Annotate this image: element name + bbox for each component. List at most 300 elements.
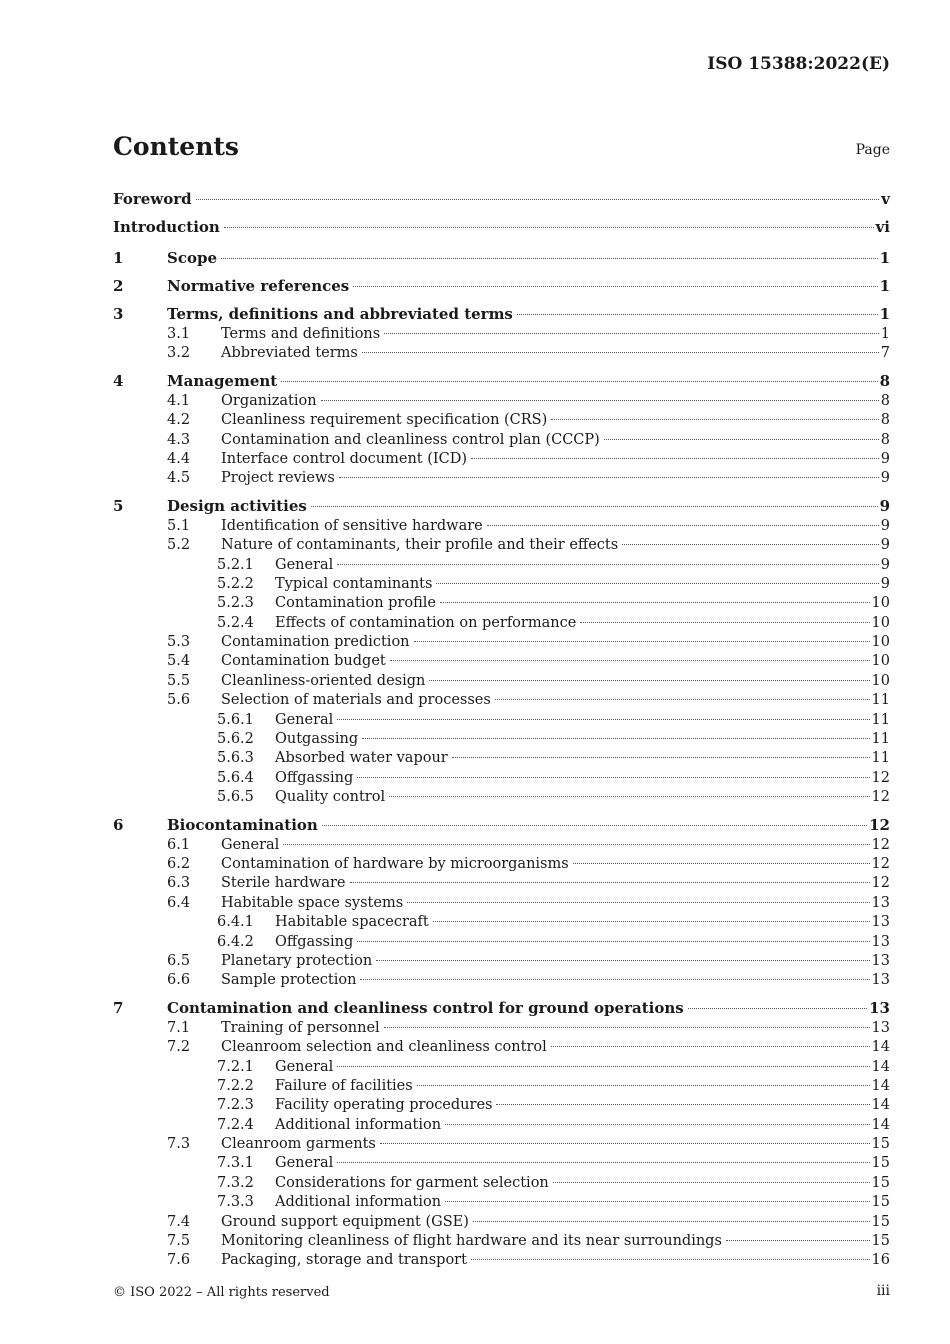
toc-entry-title: Organization xyxy=(221,392,317,409)
dot-leader xyxy=(551,1046,870,1047)
toc-entry-line xyxy=(221,952,890,971)
toc-entry-page: 13 xyxy=(869,998,890,1017)
toc-entry[interactable] xyxy=(113,874,890,893)
toc-entry-page: 8 xyxy=(879,371,890,390)
toc-entry-line xyxy=(275,1058,890,1077)
toc-entry-line xyxy=(221,652,890,671)
toc-entry[interactable] xyxy=(113,652,890,671)
toc-entry-line xyxy=(167,815,890,836)
toc-entry-page: 15 xyxy=(871,1213,890,1230)
toc-entry-page: 10 xyxy=(871,614,890,631)
toc-entry[interactable] xyxy=(113,672,890,691)
toc-entry-page: 15 xyxy=(871,1194,890,1211)
toc-entry-title: Normative references xyxy=(167,277,350,295)
toc-entry-number: 6.5 xyxy=(167,952,191,969)
toc-entry-line xyxy=(167,248,890,269)
toc-entry-number: 5.6.3 xyxy=(217,750,254,767)
toc-entry-number: 7.6 xyxy=(167,1252,191,1269)
toc-entry-line xyxy=(275,730,890,749)
toc-entry-number: 7.3.3 xyxy=(217,1194,254,1211)
dot-leader xyxy=(553,1182,870,1183)
toc-entry[interactable] xyxy=(113,344,890,363)
toc-entry-page: 15 xyxy=(871,1136,890,1153)
toc-entry-line xyxy=(221,855,890,874)
toc-entry-number: 4.1 xyxy=(167,392,191,409)
toc-entry-page: 8 xyxy=(880,392,890,409)
dot-leader xyxy=(389,796,869,797)
toc-entry-line xyxy=(221,469,890,488)
toc-entry-page: 12 xyxy=(871,836,890,853)
dot-leader xyxy=(281,381,877,382)
toc-entry-number: 7.2 xyxy=(167,1039,191,1056)
toc-entry[interactable] xyxy=(113,749,890,768)
toc-entry-page: 13 xyxy=(871,914,890,931)
toc-entry-number: 5.5 xyxy=(167,672,191,689)
toc-entry-page: 7 xyxy=(880,345,890,362)
toc-entry-number: 7.2.3 xyxy=(217,1097,254,1114)
toc-entry-page: 10 xyxy=(871,653,890,670)
toc-entry-title: Contamination and cleanliness control plan (CCCP) xyxy=(221,431,600,448)
toc-entry-number: 6.3 xyxy=(167,875,191,892)
toc-entry[interactable] xyxy=(113,1232,890,1251)
toc-entry-title: Considerations for garment selection xyxy=(275,1174,549,1191)
toc-entry-line xyxy=(221,672,890,691)
toc-entry[interactable] xyxy=(113,971,890,990)
toc-entry-line xyxy=(221,1135,890,1154)
dot-leader xyxy=(471,1259,870,1260)
toc-entry-title: Interface control document (ICD) xyxy=(221,450,467,467)
toc-entry-line xyxy=(221,431,890,450)
toc-entry-number: 4.2 xyxy=(167,412,191,429)
toc-entry[interactable] xyxy=(113,836,890,855)
toc-entry-title: Contamination and cleanliness control for ground operations xyxy=(167,998,684,1017)
toc-entry-line xyxy=(275,913,890,932)
toc-entry-title: Design activities xyxy=(167,496,307,515)
dot-leader xyxy=(283,844,869,845)
toc-entry-number: 1 xyxy=(113,249,124,267)
toc-entry-page: 10 xyxy=(871,672,890,689)
toc-entry-number: 6.4.1 xyxy=(217,914,254,931)
toc-entry-number: 4.5 xyxy=(167,470,191,487)
toc-entry-title: General xyxy=(275,1155,334,1172)
dot-leader xyxy=(496,1104,869,1105)
toc-entry-page: 8 xyxy=(880,412,890,429)
dot-leader xyxy=(321,400,879,401)
toc-entry-number: 5.6 xyxy=(167,692,191,709)
toc-entry[interactable] xyxy=(113,469,890,488)
dot-leader xyxy=(688,1008,867,1009)
toc-entry[interactable] xyxy=(113,998,890,1019)
toc-entry-page: 8 xyxy=(880,431,890,448)
toc-entry[interactable] xyxy=(113,1213,890,1232)
toc-entry[interactable] xyxy=(113,894,890,913)
toc-entry-title: Monitoring cleanliness of flight hardware and its near surroundings xyxy=(221,1233,722,1250)
contents-heading: Contents xyxy=(113,132,240,161)
toc-entry-number: 6 xyxy=(113,815,124,834)
toc-entry[interactable] xyxy=(113,594,890,613)
toc-entry-page: 14 xyxy=(871,1058,890,1075)
toc-entry-line xyxy=(221,1232,890,1251)
toc-entry-line xyxy=(113,213,890,241)
toc-entry-line xyxy=(113,185,890,213)
dot-leader xyxy=(604,439,879,440)
toc-entry-page: 10 xyxy=(871,595,890,612)
dot-leader xyxy=(339,477,879,478)
toc-entry-line xyxy=(275,749,890,768)
dot-leader xyxy=(337,1162,869,1163)
toc-entry-title: Cleanroom garments xyxy=(221,1136,376,1153)
toc-entry-number: 7.3.2 xyxy=(217,1174,254,1191)
toc-entry[interactable] xyxy=(113,371,890,392)
toc-entry-number: 4.3 xyxy=(167,431,191,448)
dot-leader xyxy=(360,979,869,980)
toc-entry-number: 5.6.4 xyxy=(217,769,254,786)
toc-entry-page: 1 xyxy=(880,326,890,342)
dot-leader xyxy=(357,941,869,942)
toc-entry-line xyxy=(221,971,890,990)
toc-entry-number: 5.2.1 xyxy=(217,556,254,573)
toc-entry-page: 15 xyxy=(871,1233,890,1250)
toc-entry[interactable] xyxy=(113,633,890,652)
dot-leader xyxy=(573,863,870,864)
toc-entry-number: 7.1 xyxy=(167,1019,191,1036)
toc-entry-title: Failure of facilities xyxy=(275,1077,413,1094)
toc-entry-number: 5.2.2 xyxy=(217,575,254,592)
toc-entry-page: 9 xyxy=(879,496,890,515)
toc-entry[interactable] xyxy=(113,392,890,411)
toc-entry-title: Additional information xyxy=(275,1116,442,1133)
toc-entry[interactable] xyxy=(113,730,890,749)
toc-entry-title: Contamination profile xyxy=(275,595,436,612)
document-id: ISO 15388:2022(E) xyxy=(707,54,890,74)
toc-entry-line xyxy=(221,836,890,855)
toc-entry-number: 6.4 xyxy=(167,894,191,911)
toc-entry[interactable] xyxy=(113,517,890,536)
toc-entry[interactable] xyxy=(113,711,890,730)
toc-entry-number: 6.4.2 xyxy=(217,933,254,950)
toc-entry-line xyxy=(221,392,890,411)
toc-entry-number: 7.5 xyxy=(167,1233,191,1250)
toc-entry-line xyxy=(221,874,890,893)
toc-entry-line xyxy=(221,517,890,536)
toc-entry-title: Offgassing xyxy=(275,769,354,786)
page-number: iii xyxy=(876,1283,890,1299)
toc-entry-line xyxy=(275,614,890,633)
toc-entry-number: 7.2.4 xyxy=(217,1116,254,1133)
toc-entry-page: 9 xyxy=(880,537,890,554)
toc-entry-page: 15 xyxy=(871,1155,890,1172)
toc-entry-title: Selection of materials and processes xyxy=(221,692,491,709)
toc-entry-title: Quality control xyxy=(275,789,386,806)
toc-entry-line xyxy=(275,933,890,952)
toc-entry-page: 13 xyxy=(871,952,890,969)
toc-entry-number: 7 xyxy=(113,998,124,1017)
toc-entry-line xyxy=(221,1213,890,1232)
toc-entry-line xyxy=(167,304,890,325)
toc-entry-page: 15 xyxy=(871,1174,890,1191)
toc-entry-page: 12 xyxy=(871,875,890,892)
toc-entry[interactable] xyxy=(113,1193,890,1212)
toc-entry[interactable] xyxy=(113,1116,890,1135)
toc-entry-page: 11 xyxy=(871,692,890,709)
toc-entry[interactable] xyxy=(113,1019,890,1038)
toc-entry-page: 9 xyxy=(880,575,890,592)
toc-entry-title: Outgassing xyxy=(275,731,359,748)
toc-entry-page: 13 xyxy=(871,933,890,950)
dot-leader xyxy=(622,544,879,545)
toc-entry-line xyxy=(275,1174,890,1193)
toc-entry-line xyxy=(167,496,890,517)
dot-leader xyxy=(429,680,869,681)
dot-leader xyxy=(221,258,878,259)
dot-leader xyxy=(322,825,867,826)
toc-entry-page: 11 xyxy=(871,750,890,767)
toc-entry-page: 12 xyxy=(871,769,890,786)
toc-entry-line xyxy=(221,325,890,344)
toc-entry-number: 4.4 xyxy=(167,450,191,467)
toc-entry-title: Facility operating procedures xyxy=(275,1097,493,1114)
dot-leader xyxy=(362,738,869,739)
dot-leader xyxy=(445,1201,870,1202)
toc-entry-page: 14 xyxy=(871,1039,890,1056)
toc-entry-page: 12 xyxy=(871,855,890,872)
toc-entry-line xyxy=(221,344,890,363)
dot-leader xyxy=(471,458,879,459)
toc-entry[interactable] xyxy=(113,614,890,633)
toc-entry[interactable] xyxy=(113,575,890,594)
toc-entry-page: vi xyxy=(875,218,890,236)
toc-entry[interactable] xyxy=(113,788,890,807)
toc-entry-title: Terms, definitions and abbreviated terms xyxy=(167,305,513,323)
toc-entry-page: 9 xyxy=(880,470,890,487)
toc-entry-title: Habitable space systems xyxy=(221,894,404,911)
toc-entry-number: 6.6 xyxy=(167,972,191,989)
toc-entry-page: 14 xyxy=(871,1097,890,1114)
toc-entry-title: General xyxy=(275,1058,334,1075)
toc-entry-line xyxy=(167,998,890,1019)
toc-entry-number: 3 xyxy=(113,305,124,323)
toc-entry-number: 3.1 xyxy=(167,326,191,342)
toc-entry-title: Effects of contamination on performance xyxy=(275,614,577,631)
toc-entry[interactable] xyxy=(113,213,890,241)
toc-entry-title: General xyxy=(275,711,334,728)
toc-entry-line xyxy=(221,691,890,710)
toc-entry-title: Sample protection xyxy=(221,972,357,989)
toc-entry-number: 5 xyxy=(113,496,124,515)
toc-entry-title: General xyxy=(221,836,280,853)
toc-entry[interactable] xyxy=(113,769,890,788)
toc-entry-title: Ground support equipment (GSE) xyxy=(221,1213,469,1230)
toc-entry-title: Offgassing xyxy=(275,933,354,950)
dot-leader xyxy=(337,564,878,565)
toc-entry-line xyxy=(167,371,890,392)
toc-entry[interactable] xyxy=(113,304,890,325)
toc-entry-title: Habitable spacecraft xyxy=(275,914,429,931)
toc-entry-title: Foreword xyxy=(113,190,192,208)
toc-entry-number: 5.6.1 xyxy=(217,711,254,728)
toc-entry-line xyxy=(221,411,890,430)
dot-leader xyxy=(445,1124,870,1125)
toc-entry-page: 13 xyxy=(871,894,890,911)
dot-leader xyxy=(311,506,878,507)
toc-entry-title: Cleanliness requirement specification (CRS) xyxy=(221,412,548,429)
toc-entry-line xyxy=(275,769,890,788)
toc-entry-title: Additional information xyxy=(275,1194,442,1211)
toc-entry-line xyxy=(275,1116,890,1135)
toc-entry-line xyxy=(275,1193,890,1212)
toc-entry-number: 6.2 xyxy=(167,855,191,872)
toc-entry-line xyxy=(275,594,890,613)
toc-entry-number: 5.6.2 xyxy=(217,731,254,748)
dot-leader xyxy=(414,641,870,642)
toc-entry-number: 5.4 xyxy=(167,653,191,670)
toc-entry[interactable] xyxy=(113,431,890,450)
dot-leader xyxy=(337,719,869,720)
dot-leader xyxy=(384,1027,870,1028)
toc-entry-line xyxy=(275,1154,890,1173)
toc-entry-title: Management xyxy=(167,371,278,390)
toc-entry[interactable] xyxy=(113,1174,890,1193)
toc-entry-title: Introduction xyxy=(113,218,220,236)
dot-leader xyxy=(224,227,874,228)
dot-leader xyxy=(436,583,878,584)
toc-entry-line xyxy=(221,1038,890,1057)
dot-leader xyxy=(495,699,870,700)
toc-entry-number: 7.2.1 xyxy=(217,1058,254,1075)
toc-entry[interactable] xyxy=(113,1058,890,1077)
toc-entry-number: 5.2.4 xyxy=(217,614,254,631)
toc-entry-line xyxy=(221,1251,890,1270)
toc-entry-line xyxy=(275,1096,890,1115)
toc-entry[interactable] xyxy=(113,496,890,517)
toc-entry[interactable] xyxy=(113,411,890,430)
toc-entry-title: Project reviews xyxy=(221,470,335,487)
dot-leader xyxy=(196,199,880,200)
toc-entry-page: v xyxy=(881,190,890,208)
dot-leader xyxy=(353,286,877,287)
toc-entry-number: 5.2.3 xyxy=(217,595,254,612)
toc-entry-title: General xyxy=(275,556,334,573)
toc-entry[interactable] xyxy=(113,325,890,344)
dot-leader xyxy=(380,1143,870,1144)
toc-entry-title: Packaging, storage and transport xyxy=(221,1252,467,1269)
toc-entry-title: Scope xyxy=(167,249,218,267)
dot-leader xyxy=(384,333,879,334)
toc-entry-number: 6.1 xyxy=(167,836,191,853)
toc-entry-line xyxy=(275,556,890,575)
toc-entry[interactable] xyxy=(113,933,890,952)
table-of-contents xyxy=(113,185,890,1271)
toc-entry[interactable] xyxy=(113,1096,890,1115)
copyright-notice: © ISO 2022 – All rights reserved xyxy=(113,1285,330,1300)
toc-entry-title: Planetary protection xyxy=(221,952,373,969)
dot-leader xyxy=(417,1085,870,1086)
toc-entry-title: Typical contaminants xyxy=(275,575,433,592)
toc-entry-line xyxy=(275,788,890,807)
dot-leader xyxy=(407,902,869,903)
toc-entry-page: 1 xyxy=(879,249,890,267)
toc-entry-page: 1 xyxy=(879,277,890,295)
toc-entry-title: Cleanroom selection and cleanliness control xyxy=(221,1039,547,1056)
toc-entry-number: 5.6.5 xyxy=(217,789,254,806)
toc-entry-line xyxy=(221,450,890,469)
toc-entry[interactable] xyxy=(113,450,890,469)
dot-leader xyxy=(433,921,870,922)
toc-entry-line xyxy=(275,575,890,594)
toc-entry-number: 7.2.2 xyxy=(217,1077,254,1094)
toc-entry[interactable] xyxy=(113,952,890,971)
dot-leader xyxy=(452,757,870,758)
toc-entry[interactable] xyxy=(113,815,890,836)
toc-entry-page: 9 xyxy=(880,450,890,467)
toc-entry-number: 7.3.1 xyxy=(217,1155,254,1172)
toc-entry-title: Sterile hardware xyxy=(221,875,346,892)
toc-entry-number: 5.1 xyxy=(167,517,191,534)
toc-entry-page: 11 xyxy=(871,711,890,728)
page-column-label: Page xyxy=(855,142,890,158)
toc-entry-number: 5.3 xyxy=(167,634,191,651)
toc-entry-title: Terms and definitions xyxy=(221,326,381,342)
toc-entry-page: 11 xyxy=(871,731,890,748)
toc-entry[interactable] xyxy=(113,1154,890,1173)
toc-entry-line xyxy=(221,633,890,652)
dot-leader xyxy=(580,622,869,623)
toc-entry-title: Abbreviated terms xyxy=(221,345,358,362)
toc-entry[interactable] xyxy=(113,556,890,575)
toc-entry-number: 7.3 xyxy=(167,1136,191,1153)
toc-entry-line xyxy=(167,276,890,297)
toc-entry-page: 12 xyxy=(869,815,890,834)
toc-entry[interactable] xyxy=(113,855,890,874)
dot-leader xyxy=(517,314,878,315)
dot-leader xyxy=(357,777,869,778)
toc-entry-title: Nature of contaminants, their profile and their effects xyxy=(221,537,619,554)
toc-entry-line xyxy=(221,536,890,555)
toc-entry-page: 13 xyxy=(871,1019,890,1036)
toc-entry[interactable] xyxy=(113,1077,890,1096)
toc-entry[interactable] xyxy=(113,913,890,932)
toc-entry-number: 3.2 xyxy=(167,345,191,362)
dot-leader xyxy=(473,1221,870,1222)
toc-entry[interactable] xyxy=(113,248,890,269)
toc-entry-title: Contamination prediction xyxy=(221,634,410,651)
toc-entry[interactable] xyxy=(113,536,890,555)
toc-entry-number: 4 xyxy=(113,371,124,390)
dot-leader xyxy=(487,525,879,526)
dot-leader xyxy=(362,352,879,353)
toc-entry-title: Contamination budget xyxy=(221,653,386,670)
toc-entry[interactable] xyxy=(113,276,890,297)
toc-entry[interactable] xyxy=(113,691,890,710)
toc-entry[interactable] xyxy=(113,1135,890,1154)
dot-leader xyxy=(350,882,870,883)
dot-leader xyxy=(376,960,869,961)
toc-entry[interactable] xyxy=(113,1038,890,1057)
toc-entry-page: 9 xyxy=(880,517,890,534)
dot-leader xyxy=(337,1066,869,1067)
dot-leader xyxy=(440,602,870,603)
toc-entry-page: 10 xyxy=(871,634,890,651)
toc-entry-title: Biocontamination xyxy=(167,815,318,834)
dot-leader xyxy=(726,1240,870,1241)
toc-entry[interactable] xyxy=(113,1251,890,1270)
toc-entry-title: Training of personnel xyxy=(221,1019,380,1036)
toc-entry[interactable] xyxy=(113,185,890,213)
toc-entry-title: Cleanliness-oriented design xyxy=(221,672,426,689)
toc-entry-line xyxy=(275,711,890,730)
toc-entry-page: 14 xyxy=(871,1116,890,1133)
toc-entry-number: 7.4 xyxy=(167,1213,191,1230)
